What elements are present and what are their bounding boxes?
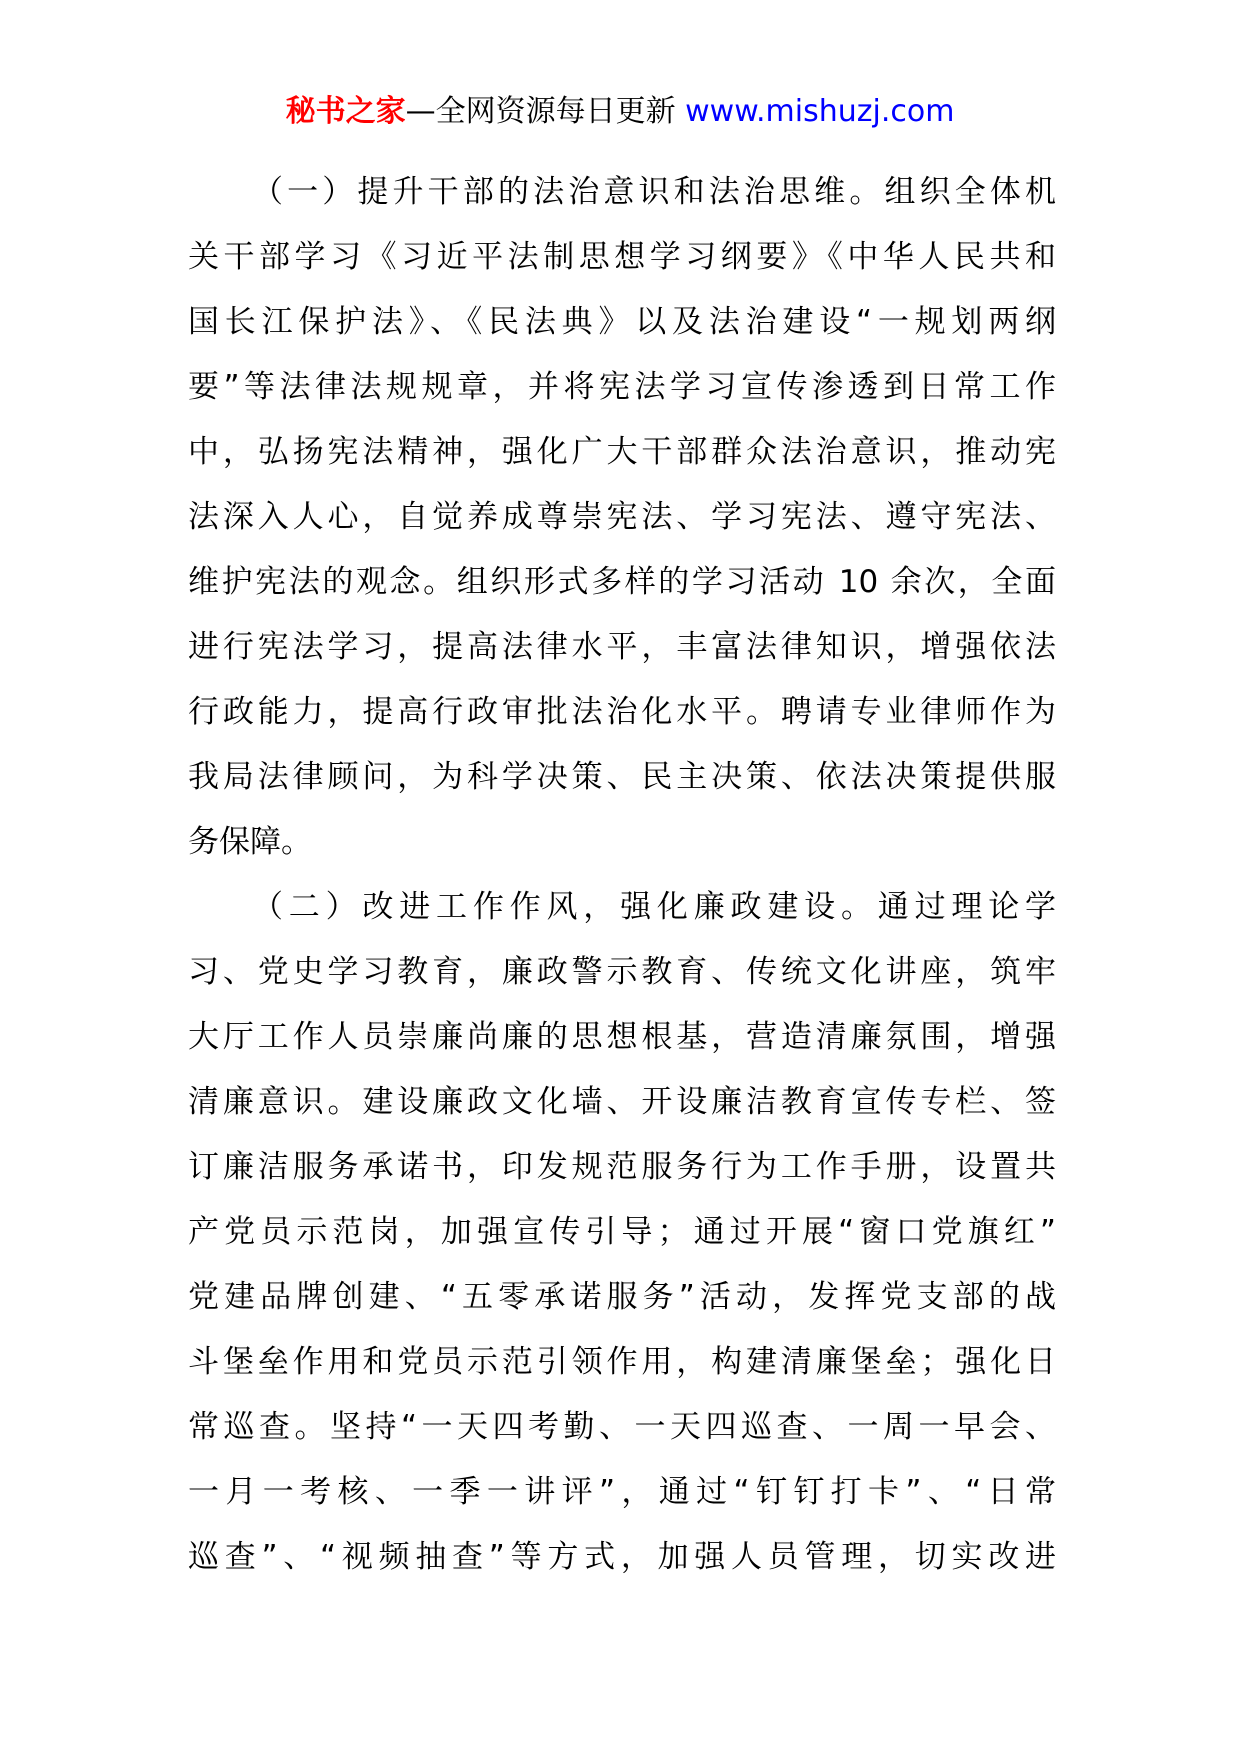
text-line: 国长江保护法》、《民法典》以及法治建设“一规划两纲 [188, 304, 1056, 340]
text-line: 习、党史学习教育，廉政警示教育、传统文化讲座，筑牢 [188, 954, 1056, 990]
text-line: 清廉意识。建设廉政文化墙、开设廉洁教育宣传专栏、签 [188, 1084, 1056, 1120]
text-line: 维护宪法的观念。组织形式多样的学习活动 10 余次，全面 [188, 564, 1056, 600]
text-line: 务保障。 [188, 824, 312, 860]
site-url-link[interactable]: www.mishuzj.com [685, 94, 955, 129]
text-line: 中，弘扬宪法精神，强化广大干部群众法治意识，推动宪 [188, 434, 1056, 470]
site-slogan: —全网资源每日更新 [405, 94, 686, 129]
text-line: 我局法律顾问，为科学决策、民主决策、依法决策提供服 [188, 759, 1056, 795]
text-line: 关干部学习《习近平法制思想学习纲要》《中华人民共和 [188, 239, 1056, 275]
text-line: 订廉洁服务承诺书，印发规范服务行为工作手册，设置共 [188, 1149, 1056, 1185]
page-header [0, 92, 1240, 132]
paragraph-1 [188, 160, 1056, 875]
document-body [188, 160, 1056, 1590]
text-line: 法深入人心，自觉养成尊崇宪法、学习宪法、遵守宪法、 [188, 499, 1056, 535]
text-line: 一月一考核、一季一讲评”，通过“钉钉打卡”、“日常 [188, 1474, 1056, 1510]
text-line: （二）改进工作作风，强化廉政建设。通过理论学 [252, 889, 1056, 925]
text-line: 产党员示范岗，加强宣传引导；通过开展“窗口党旗红” [188, 1214, 1056, 1250]
text-line: 大厅工作人员崇廉尚廉的思想根基，营造清廉氛围，增强 [188, 1019, 1056, 1055]
text-line: 要”等法律法规规章，并将宪法学习宣传渗透到日常工作 [188, 369, 1056, 405]
text-line: 常巡查。坚持“一天四考勤、一天四巡查、一周一早会、 [188, 1409, 1056, 1445]
site-brand: 秘书之家 [285, 94, 406, 129]
text-line: 党建品牌创建、“五零承诺服务”活动，发挥党支部的战 [188, 1279, 1056, 1315]
paragraph-2 [188, 875, 1056, 1590]
text-line: 斗堡垒作用和党员示范引领作用，构建清廉堡垒；强化日 [188, 1344, 1056, 1380]
text-line: 进行宪法学习，提高法律水平，丰富法律知识，增强依法 [188, 629, 1056, 665]
text-line: （一）提升干部的法治意识和法治思维。组织全体机 [252, 174, 1056, 210]
text-line: 行政能力，提高行政审批法治化水平。聘请专业律师作为 [188, 694, 1056, 730]
text-line: 巡查”、“视频抽查”等方式，加强人员管理，切实改进 [188, 1539, 1056, 1575]
